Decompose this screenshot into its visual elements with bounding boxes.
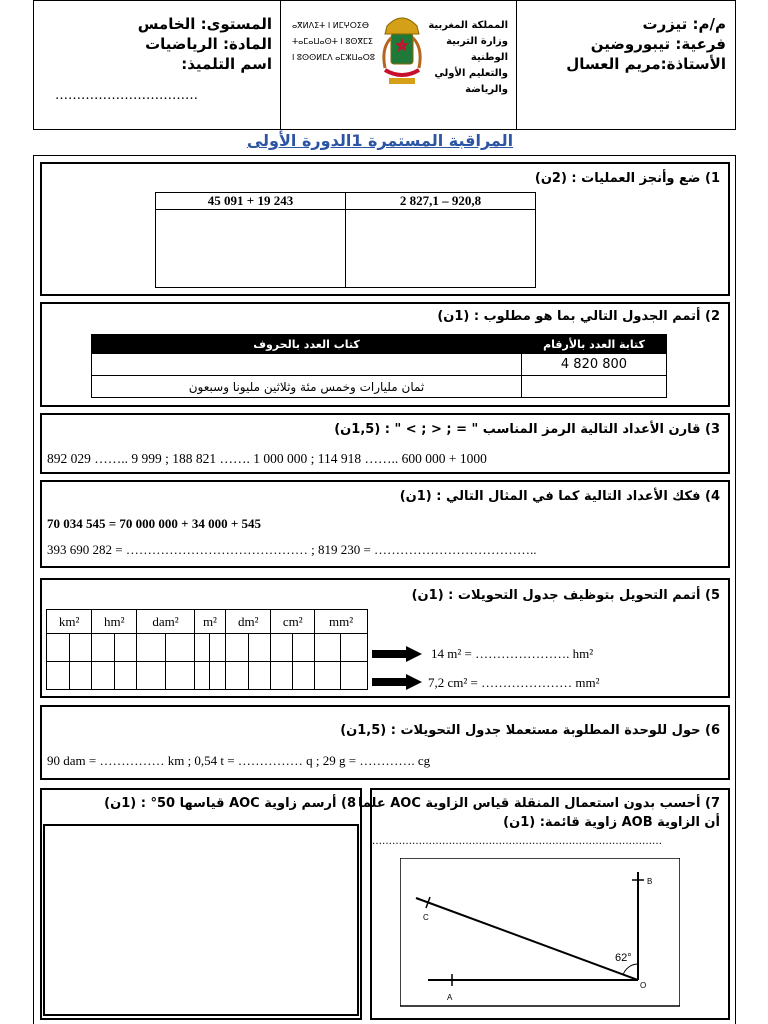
numbers-table [91,334,667,398]
header-right-block [526,14,726,74]
logo-tifinagh-line-3: ⵏ ⵓⵙⵙⵍⵎⴷ ⴰⵎⵣⵡⴰⵔⵓ [292,53,375,62]
arrow-right-icon [372,674,422,690]
arrow-right-icon [372,646,422,662]
label-a: A [447,993,453,1002]
question-1-title: 1) ضع وأنجز العمليات : (2ن) [534,171,720,186]
logo-tifinagh-line-2: ⵜⴰⵎⴰⵡⴰⵙⵜ ⵏ ⵓⵙⴳⵎⵉ [292,37,373,46]
unit-dam2: dam² [137,610,194,634]
label-c: C [423,913,429,922]
school-name: م/م: تيزرت [642,15,726,33]
logo-tifinagh-line-1: ⴰⴳⵍⴷⵉⵜ ⵏ ⵍⵎⵖⵔⵉⴱ [292,21,369,30]
unit-km2: km² [47,610,92,634]
row1-digits-cell: 4 820 800 [522,354,667,376]
header-divider-left [280,0,281,130]
question-5-title: 5) أتمم التحويل بتوظيف جدول التحويلات : (1ن) [411,588,720,603]
student-name-label: اسم التلميذ: [181,55,272,73]
branch-name: فرعية: تيبوروضين [590,35,726,53]
row2-digits-cell[interactable] [522,376,667,398]
conversion-exercise-2[interactable]: 7,2 cm² = ………………… mm² [428,675,600,690]
angle-value: 62° [615,952,632,964]
logo-arabic-line-1: المملكة المغربية [428,20,508,31]
question-7-title-line-2: أن الزاوية AOB زاوية قائمة: (1ن) [503,815,720,830]
operation-subtraction: 2 827,1 – 920,8 [346,193,536,210]
decompose-example: 70 034 545 = 70 000 000 + 34 000 + 545 [47,516,261,531]
header-left-block [42,14,272,74]
header-divider-right [516,0,517,130]
exam-title: المراقبة المستمرة 1الدورة الأولى [246,131,514,150]
units-conversion-line[interactable]: 90 dam = …………… km ; 0,54 t = …………… q ; 29 g = …………. cg [47,753,431,768]
operations-table [155,192,536,288]
operation-addition: 45 091 + 19 243 [156,193,346,210]
conversion-row-2[interactable] [47,662,368,690]
student-name-dots: …………………………… [55,88,198,103]
angle-figure [400,858,680,1008]
question-7-title-line-1: 7) أحسب بدون استعمال المنقلة قياس الزاوية AOC علما [357,796,720,811]
unit-dm2: dm² [226,610,271,634]
question-3-title: 3) قارن الأعداد التالية الرمز المناسب " = ; < ; > " : (1,5ن) [334,422,720,437]
row1-letters-cell[interactable] [92,354,522,376]
row2-letters-cell: ثمان مليارات وخمس مئة وثلاثين مليونا وسبعون [92,376,522,398]
label-b: B [647,877,653,886]
unit-cm2: cm² [271,610,315,634]
col-header-digits: كتابة العدد بالأرقام [522,335,667,354]
unit-m2: m² [194,610,226,634]
addition-answer-cell[interactable] [156,210,346,288]
ministry-logo [292,8,508,108]
conversion-exercise-1[interactable]: 14 m² = …………………. hm² [431,646,594,661]
decompose-line[interactable]: 393 690 282 = …………………………………… ; 819 230 = ……………………………….. [47,542,537,557]
answer-dots[interactable]: …………………………………………………………………………… [372,836,662,847]
question-6-title: 6) حول للوحدة المطلوبة مستعملا جدول التحويلات : (1,5ن) [340,723,720,738]
logo-arabic-line-3: والتعليم الأولي والرياضة [434,68,508,95]
level-label: المستوى: الخامس [137,15,272,33]
question-2-title: 2) أتمم الجدول التالي بما هو مطلوب : (1ن) [437,309,720,324]
unit-hm2: hm² [92,610,137,634]
page-border-top [33,155,736,156]
unit-mm2: mm² [315,610,368,634]
page-border-right [735,155,736,1024]
compare-line[interactable]: 892 029 …….. 9 999 ; 188 821 ……. 1 000 000 ; 114 918 …….. 600 000 + 1000 [47,451,487,466]
question-8-title: 8) أرسم زاوية AOC قياسها 50° : (1ن) [104,796,356,811]
subtraction-answer-cell[interactable] [346,210,536,288]
subject-label: المادة: الرياضيات [145,35,272,53]
label-o: O [640,981,647,990]
logo-arabic-line-2: وزارة التربية الوطنية [446,36,508,63]
conversion-row-1[interactable] [47,634,368,662]
drawing-area[interactable] [43,824,359,1016]
coat-of-arms-icon [377,8,427,98]
conversion-table [46,609,368,690]
teacher-name: الأستاذة:مريم العسال [566,55,726,73]
page-border-left [33,155,34,1024]
question-4-title: 4) فكك الأعداد التالية كما في المثال التالي : (1ن) [399,489,720,504]
col-header-letters: كتاب العدد بالحروف [92,335,522,354]
